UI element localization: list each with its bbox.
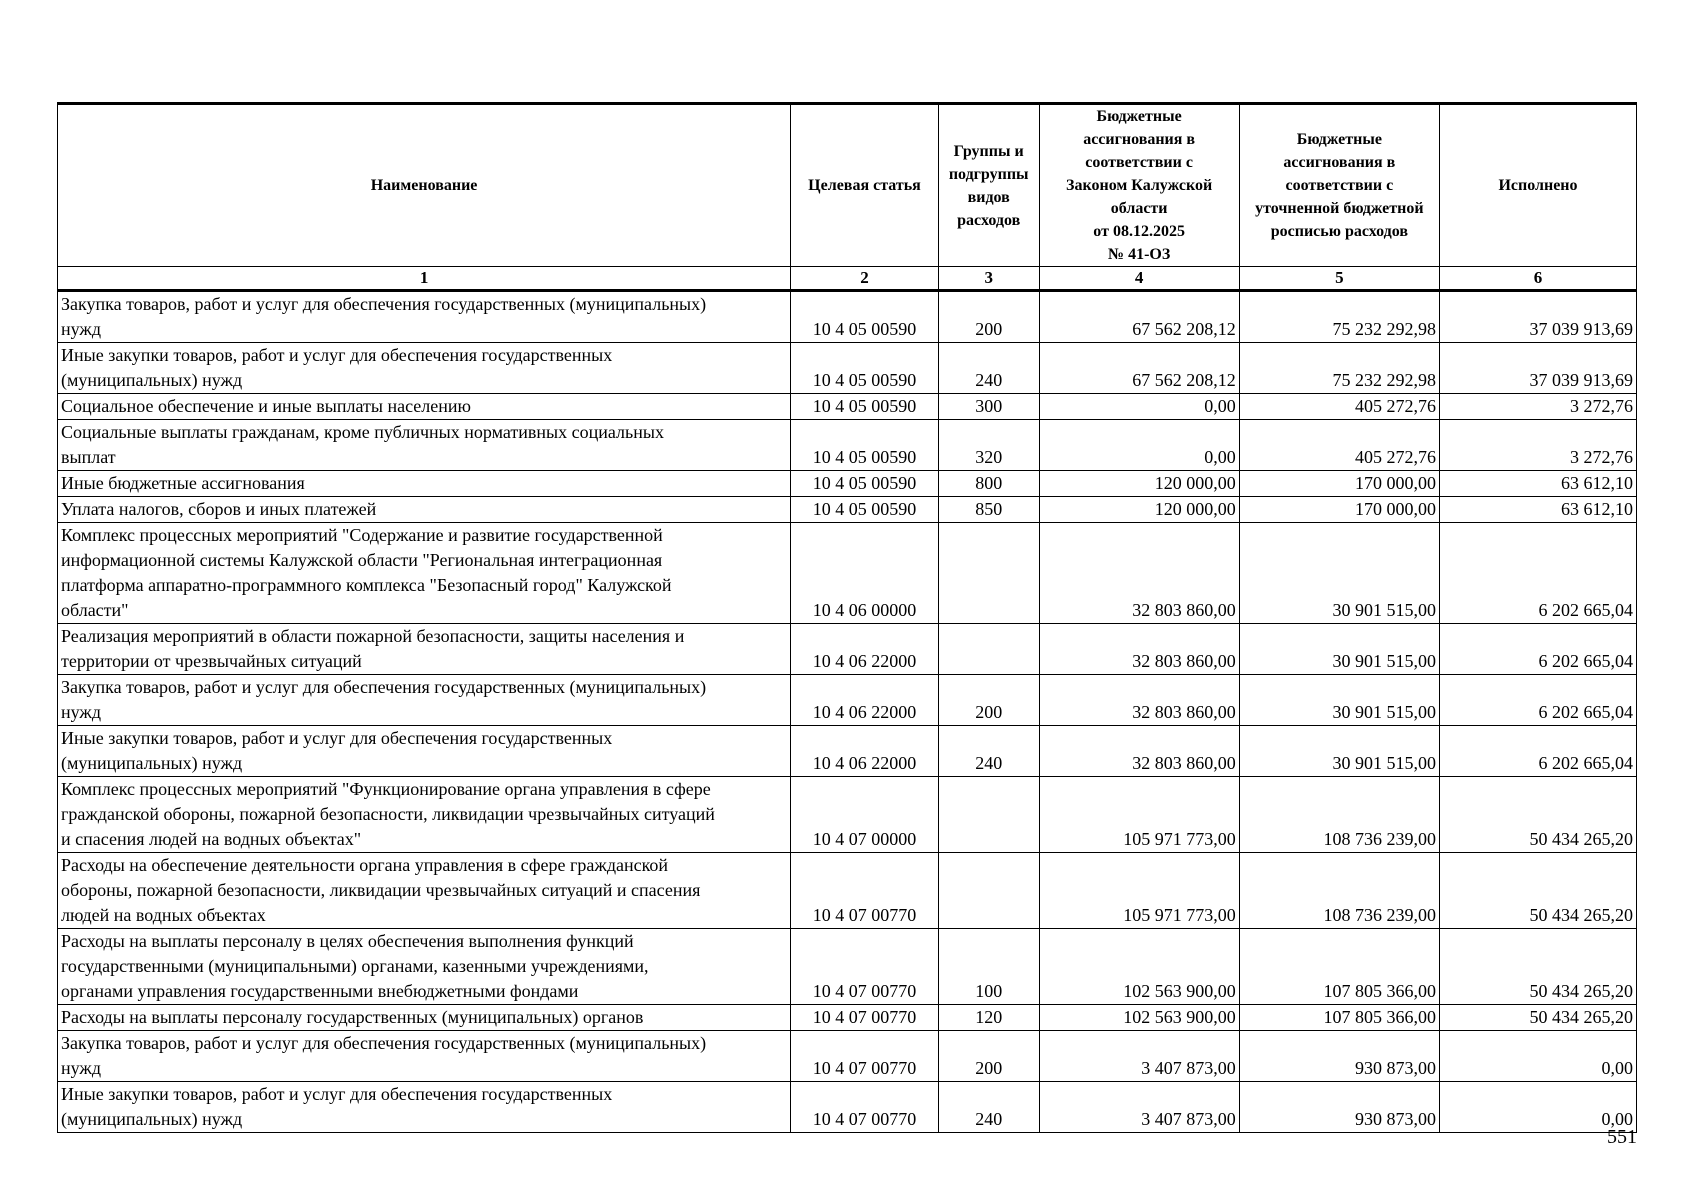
row-law-amount: 32 803 860,00 bbox=[1039, 675, 1239, 726]
row-name-line: Иные закупки товаров, работ и услуг для обеспечения государственных bbox=[61, 345, 613, 365]
row-law-amount: 3 407 873,00 bbox=[1039, 1031, 1239, 1082]
table-row bbox=[58, 1005, 1637, 1031]
header-line: росписью расходов bbox=[1270, 223, 1408, 240]
row-name bbox=[58, 497, 791, 523]
row-executed-amount: 50 434 265,20 bbox=[1439, 853, 1636, 929]
row-law-amount: 120 000,00 bbox=[1039, 497, 1239, 523]
row-executed-amount: 50 434 265,20 bbox=[1439, 777, 1636, 853]
column-number: 1 bbox=[58, 267, 791, 291]
row-name-line: Комплекс процессных мероприятий "Функционирование органа управления в сфере bbox=[61, 779, 711, 799]
row-name-line: платформа аппаратно-программного комплекса "Безопасный город" Калужской bbox=[61, 575, 672, 595]
row-name-line: Расходы на выплаты персоналу государственных (муниципальных) органов bbox=[61, 1007, 644, 1027]
row-name-line: Иные закупки товаров, работ и услуг для обеспечения государственных bbox=[61, 1084, 613, 1104]
row-name-line: Закупка товаров, работ и услуг для обеспечения государственных (муниципальных) bbox=[61, 677, 707, 697]
budget-table bbox=[57, 102, 1637, 1133]
header-line: от 08.12.2025 bbox=[1093, 223, 1185, 240]
row-executed-amount: 50 434 265,20 bbox=[1439, 1005, 1636, 1031]
row-name bbox=[58, 1082, 791, 1133]
row-executed-amount: 6 202 665,04 bbox=[1439, 675, 1636, 726]
row-name-line: обороны, пожарной безопасности, ликвидации чрезвычайных ситуаций и спасения bbox=[61, 880, 701, 900]
header-line: ассигнования в bbox=[1083, 131, 1196, 148]
header-line: видов bbox=[967, 188, 1010, 206]
row-target-article: 10 4 05 00590 bbox=[791, 343, 939, 394]
row-schedule-amount: 405 272,76 bbox=[1239, 394, 1439, 420]
header-expense-groups bbox=[938, 104, 1039, 267]
row-target-article: 10 4 07 00770 bbox=[791, 1082, 939, 1133]
row-schedule-amount: 108 736 239,00 bbox=[1239, 777, 1439, 853]
header-executed: Исполнено bbox=[1439, 104, 1636, 267]
row-name bbox=[58, 624, 791, 675]
row-target-article: 10 4 05 00590 bbox=[791, 420, 939, 471]
row-name-line: органами управления государственными внебюджетными фондами bbox=[61, 981, 579, 1001]
row-name bbox=[58, 523, 791, 624]
row-target-article: 10 4 05 00590 bbox=[791, 291, 939, 343]
row-law-amount: 0,00 bbox=[1039, 394, 1239, 420]
row-executed-amount: 6 202 665,04 bbox=[1439, 624, 1636, 675]
row-name-line: Иные закупки товаров, работ и услуг для обеспечения государственных bbox=[61, 728, 613, 748]
table-row bbox=[58, 624, 1637, 675]
row-expense-group: 850 bbox=[938, 497, 1039, 523]
row-executed-amount: 50 434 265,20 bbox=[1439, 929, 1636, 1005]
row-executed-amount: 63 612,10 bbox=[1439, 497, 1636, 523]
column-number: 6 bbox=[1439, 267, 1636, 291]
table-row bbox=[58, 1082, 1637, 1133]
header-law-allocations bbox=[1039, 104, 1239, 267]
row-schedule-amount: 75 232 292,98 bbox=[1239, 343, 1439, 394]
row-law-amount: 120 000,00 bbox=[1039, 471, 1239, 497]
row-name-line: информационной системы Калужской области "Региональная интеграционная bbox=[61, 550, 663, 570]
header-name: Наименование bbox=[58, 104, 791, 267]
table-row bbox=[58, 853, 1637, 929]
row-name-line: Расходы на выплаты персоналу в целях обеспечения выполнения функций bbox=[61, 931, 634, 951]
column-number: 5 bbox=[1239, 267, 1439, 291]
row-schedule-amount: 930 873,00 bbox=[1239, 1082, 1439, 1133]
row-expense-group: 200 bbox=[938, 675, 1039, 726]
row-name-line: государственными (муниципальными) органами, казенными учреждениями, bbox=[61, 956, 649, 976]
row-schedule-amount: 405 272,76 bbox=[1239, 420, 1439, 471]
row-name-line: нужд bbox=[61, 319, 101, 339]
header-line: области bbox=[1110, 200, 1168, 217]
header-line: Группы и bbox=[953, 142, 1024, 160]
row-expense-group bbox=[938, 777, 1039, 853]
table-row bbox=[58, 523, 1637, 624]
row-name bbox=[58, 675, 791, 726]
row-schedule-amount: 75 232 292,98 bbox=[1239, 291, 1439, 343]
row-executed-amount: 37 039 913,69 bbox=[1439, 291, 1636, 343]
column-number: 4 bbox=[1039, 267, 1239, 291]
row-expense-group: 120 bbox=[938, 1005, 1039, 1031]
table-row bbox=[58, 675, 1637, 726]
row-law-amount: 102 563 900,00 bbox=[1039, 929, 1239, 1005]
row-law-amount: 67 562 208,12 bbox=[1039, 343, 1239, 394]
row-expense-group: 200 bbox=[938, 291, 1039, 343]
row-name bbox=[58, 291, 791, 343]
table-row bbox=[58, 777, 1637, 853]
row-name bbox=[58, 726, 791, 777]
row-law-amount: 32 803 860,00 bbox=[1039, 726, 1239, 777]
row-expense-group: 300 bbox=[938, 394, 1039, 420]
row-law-amount: 0,00 bbox=[1039, 420, 1239, 471]
table-header bbox=[58, 104, 1637, 291]
row-expense-group: 240 bbox=[938, 343, 1039, 394]
row-target-article: 10 4 06 22000 bbox=[791, 675, 939, 726]
row-name-line: Социальное обеспечение и иные выплаты населению bbox=[61, 396, 471, 416]
row-target-article: 10 4 07 00770 bbox=[791, 1031, 939, 1082]
row-name-line: людей на водных объектах bbox=[61, 905, 266, 925]
row-target-article: 10 4 07 00000 bbox=[791, 777, 939, 853]
row-executed-amount: 63 612,10 bbox=[1439, 471, 1636, 497]
header-line: Бюджетные bbox=[1296, 131, 1382, 148]
row-schedule-amount: 107 805 366,00 bbox=[1239, 1005, 1439, 1031]
column-number: 3 bbox=[938, 267, 1039, 291]
row-name bbox=[58, 777, 791, 853]
row-name-line: (муниципальных) нужд bbox=[61, 370, 243, 390]
table-row bbox=[58, 394, 1637, 420]
row-schedule-amount: 170 000,00 bbox=[1239, 497, 1439, 523]
table-row bbox=[58, 1031, 1637, 1082]
row-name-line: Закупка товаров, работ и услуг для обеспечения государственных (муниципальных) bbox=[61, 294, 707, 314]
row-schedule-amount: 108 736 239,00 bbox=[1239, 853, 1439, 929]
header-line: уточненной бюджетной bbox=[1255, 200, 1424, 217]
row-schedule-amount: 30 901 515,00 bbox=[1239, 675, 1439, 726]
row-target-article: 10 4 07 00770 bbox=[791, 1005, 939, 1031]
table-row bbox=[58, 343, 1637, 394]
row-expense-group bbox=[938, 853, 1039, 929]
row-expense-group bbox=[938, 624, 1039, 675]
row-schedule-amount: 30 901 515,00 bbox=[1239, 523, 1439, 624]
table-row bbox=[58, 497, 1637, 523]
row-name bbox=[58, 420, 791, 471]
row-name bbox=[58, 394, 791, 420]
row-name bbox=[58, 929, 791, 1005]
row-name bbox=[58, 471, 791, 497]
row-name-line: территории от чрезвычайных ситуаций bbox=[61, 651, 362, 671]
header-line: Законом Калужской bbox=[1066, 177, 1213, 194]
row-executed-amount: 3 272,76 bbox=[1439, 420, 1636, 471]
header-line: ассигнования в bbox=[1283, 154, 1396, 171]
row-name-line: Расходы на обеспечение деятельности органа управления в сфере гражданской bbox=[61, 855, 669, 875]
row-name bbox=[58, 343, 791, 394]
row-name-line: нужд bbox=[61, 1058, 101, 1078]
row-name bbox=[58, 1005, 791, 1031]
page-number: 551 bbox=[1607, 1126, 1637, 1148]
row-executed-amount: 3 272,76 bbox=[1439, 394, 1636, 420]
table-row bbox=[58, 291, 1637, 343]
row-name-line: нужд bbox=[61, 702, 101, 722]
row-schedule-amount: 170 000,00 bbox=[1239, 471, 1439, 497]
row-name-line: Закупка товаров, работ и услуг для обеспечения государственных (муниципальных) bbox=[61, 1033, 707, 1053]
row-expense-group: 200 bbox=[938, 1031, 1039, 1082]
row-name-line: Реализация мероприятий в области пожарной безопасности, защиты населения и bbox=[61, 626, 685, 646]
row-name-line: гражданской обороны, пожарной безопасности, ликвидации чрезвычайных ситуаций bbox=[61, 804, 715, 824]
row-name bbox=[58, 1031, 791, 1082]
header-line: расходов bbox=[957, 211, 1021, 229]
header-line: соответствии с bbox=[1285, 177, 1394, 194]
row-law-amount: 105 971 773,00 bbox=[1039, 853, 1239, 929]
row-law-amount: 32 803 860,00 bbox=[1039, 624, 1239, 675]
row-expense-group: 320 bbox=[938, 420, 1039, 471]
header-target-article: Целевая статья bbox=[791, 104, 939, 267]
header-line: Бюджетные bbox=[1096, 108, 1182, 125]
row-target-article: 10 4 07 00770 bbox=[791, 853, 939, 929]
row-expense-group: 100 bbox=[938, 929, 1039, 1005]
row-schedule-amount: 30 901 515,00 bbox=[1239, 624, 1439, 675]
row-target-article: 10 4 06 22000 bbox=[791, 624, 939, 675]
table-row bbox=[58, 929, 1637, 1005]
row-target-article: 10 4 05 00590 bbox=[791, 497, 939, 523]
row-law-amount: 3 407 873,00 bbox=[1039, 1082, 1239, 1133]
column-number: 2 bbox=[791, 267, 939, 291]
row-schedule-amount: 107 805 366,00 bbox=[1239, 929, 1439, 1005]
header-line: соответствии с bbox=[1085, 154, 1193, 171]
row-name bbox=[58, 853, 791, 929]
table-row bbox=[58, 726, 1637, 777]
row-target-article: 10 4 06 00000 bbox=[791, 523, 939, 624]
row-law-amount: 67 562 208,12 bbox=[1039, 291, 1239, 343]
row-target-article: 10 4 06 22000 bbox=[791, 726, 939, 777]
row-target-article: 10 4 05 00590 bbox=[791, 471, 939, 497]
row-name-line: и спасения людей на водных объектах" bbox=[61, 829, 362, 849]
row-name-line: Комплекс процессных мероприятий "Содержание и развитие государственной bbox=[61, 525, 663, 545]
row-expense-group: 800 bbox=[938, 471, 1039, 497]
row-executed-amount: 6 202 665,04 bbox=[1439, 523, 1636, 624]
row-target-article: 10 4 05 00590 bbox=[791, 394, 939, 420]
table-row bbox=[58, 420, 1637, 471]
row-executed-amount: 0,00 bbox=[1439, 1031, 1636, 1082]
row-name-line: выплат bbox=[61, 447, 116, 467]
row-law-amount: 105 971 773,00 bbox=[1039, 777, 1239, 853]
row-name-line: Уплата налогов, сборов и иных платежей bbox=[61, 499, 377, 519]
row-law-amount: 102 563 900,00 bbox=[1039, 1005, 1239, 1031]
row-name-line: (муниципальных) нужд bbox=[61, 753, 243, 773]
header-line: подгруппы bbox=[948, 165, 1029, 183]
row-schedule-amount: 30 901 515,00 bbox=[1239, 726, 1439, 777]
row-expense-group bbox=[938, 523, 1039, 624]
row-name-line: Социальные выплаты гражданам, кроме публичных нормативных социальных bbox=[61, 422, 664, 442]
row-name-line: области" bbox=[61, 600, 129, 620]
row-executed-amount: 37 039 913,69 bbox=[1439, 343, 1636, 394]
row-name-line: Иные бюджетные ассигнования bbox=[61, 473, 305, 493]
row-executed-amount: 0,00 bbox=[1439, 1082, 1636, 1133]
row-target-article: 10 4 07 00770 bbox=[791, 929, 939, 1005]
table-body bbox=[58, 291, 1637, 1133]
row-law-amount: 32 803 860,00 bbox=[1039, 523, 1239, 624]
row-name-line: (муниципальных) нужд bbox=[61, 1109, 243, 1129]
row-expense-group: 240 bbox=[938, 726, 1039, 777]
row-expense-group: 240 bbox=[938, 1082, 1039, 1133]
table-row bbox=[58, 471, 1637, 497]
header-line: № 41-ОЗ bbox=[1107, 246, 1171, 263]
header-schedule-allocations bbox=[1239, 104, 1439, 267]
row-schedule-amount: 930 873,00 bbox=[1239, 1031, 1439, 1082]
row-executed-amount: 6 202 665,04 bbox=[1439, 726, 1636, 777]
